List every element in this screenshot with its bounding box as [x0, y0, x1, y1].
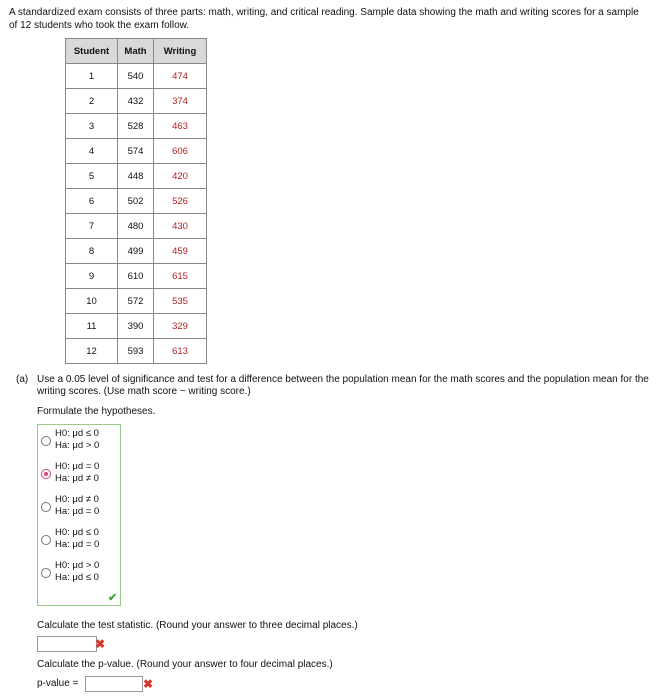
h0-line: H0: μd > 0 [55, 560, 100, 571]
hypotheses-choices [37, 424, 121, 606]
header-student: Student [66, 39, 118, 64]
table-row [66, 289, 207, 314]
h0-line: H0: μd ≤ 0 [55, 527, 99, 538]
writing-cell: 329 [154, 314, 207, 339]
table-row [66, 214, 207, 239]
radio-button-selected[interactable] [41, 469, 51, 479]
student-cell: 6 [66, 189, 118, 214]
part-a-question [16, 374, 652, 398]
writing-cell: 606 [154, 139, 207, 164]
writing-cell: 463 [154, 114, 207, 139]
choice-2[interactable] [41, 460, 117, 490]
table-row [66, 339, 207, 364]
ha-line: Ha: μd = 0 [55, 539, 100, 550]
radio-button[interactable] [41, 502, 51, 512]
radio-button[interactable] [41, 436, 51, 446]
student-cell: 2 [66, 89, 118, 114]
table-row [66, 264, 207, 289]
test-statistic-prompt: Calculate the test statistic. (Round your answer to three decimal places.) [37, 620, 358, 631]
hypothesis-text [55, 527, 99, 551]
part-a-tag: (a) [16, 374, 29, 385]
p-value-label: p-value = [37, 678, 79, 689]
writing-cell: 615 [154, 264, 207, 289]
math-cell: 480 [118, 214, 154, 239]
correct-check-icon: ✔ [108, 592, 118, 604]
hypothesis-text [55, 461, 99, 485]
writing-cell: 526 [154, 189, 207, 214]
hypothesis-text [55, 428, 99, 452]
writing-cell: 535 [154, 289, 207, 314]
student-cell: 9 [66, 264, 118, 289]
writing-cell: 613 [154, 339, 207, 364]
table-row [66, 239, 207, 264]
test-statistic-input[interactable] [37, 636, 97, 652]
student-cell: 3 [66, 114, 118, 139]
h0-line: H0: μd = 0 [55, 461, 100, 472]
formulate-prompt: Formulate the hypotheses. [37, 406, 156, 417]
writing-cell: 459 [154, 239, 207, 264]
math-cell: 432 [118, 89, 154, 114]
ha-line: Ha: μd = 0 [55, 506, 100, 517]
p-value-input[interactable] [85, 676, 143, 692]
table-row [66, 64, 207, 89]
math-cell: 610 [118, 264, 154, 289]
math-cell: 593 [118, 339, 154, 364]
math-cell: 502 [118, 189, 154, 214]
math-cell: 540 [118, 64, 154, 89]
choice-5[interactable] [41, 559, 117, 589]
student-cell: 8 [66, 239, 118, 264]
incorrect-x-icon: ✖ [95, 637, 106, 651]
student-cell: 10 [66, 289, 118, 314]
writing-cell: 430 [154, 214, 207, 239]
math-cell: 448 [118, 164, 154, 189]
p-value-prompt: Calculate the p-value. (Round your answer to four decimal places.) [37, 659, 333, 670]
problem-intro: A standardized exam consists of three parts: math, writing, and critical reading. Sample data showing the math and writing scores for a sample of 12 students who took the exam follow. [9, 7, 639, 31]
table-row [66, 114, 207, 139]
student-cell: 4 [66, 139, 118, 164]
h0-line: H0: μd ≤ 0 [55, 428, 99, 439]
choice-3[interactable] [41, 493, 117, 523]
math-cell: 499 [118, 239, 154, 264]
student-cell: 11 [66, 314, 118, 339]
writing-cell: 420 [154, 164, 207, 189]
ha-line: Ha: μd ≤ 0 [55, 572, 99, 583]
table-row [66, 189, 207, 214]
table-header-row [66, 39, 207, 64]
table-row [66, 314, 207, 339]
ha-line: Ha: μd ≠ 0 [55, 473, 99, 484]
header-math: Math [118, 39, 154, 64]
scores-table [65, 38, 207, 364]
student-cell: 1 [66, 64, 118, 89]
header-writing: Writing [154, 39, 207, 64]
choice-1[interactable] [41, 427, 117, 457]
part-a-text: Use a 0.05 level of significance and test for a difference between the population mean for the math scores and the population mean for the writing scores. (Use math score − writing score.) [37, 374, 649, 397]
math-cell: 528 [118, 114, 154, 139]
student-cell: 5 [66, 164, 118, 189]
hypothesis-text [55, 560, 99, 584]
table-row [66, 89, 207, 114]
radio-button[interactable] [41, 535, 51, 545]
h0-line: H0: μd ≠ 0 [55, 494, 99, 505]
student-cell: 12 [66, 339, 118, 364]
writing-cell: 474 [154, 64, 207, 89]
math-cell: 574 [118, 139, 154, 164]
ha-line: Ha: μd > 0 [55, 440, 100, 451]
hypothesis-text [55, 494, 99, 518]
math-cell: 390 [118, 314, 154, 339]
choice-4[interactable] [41, 526, 117, 556]
math-cell: 572 [118, 289, 154, 314]
radio-button[interactable] [41, 568, 51, 578]
incorrect-x-icon: ✖ [143, 677, 154, 691]
table-row [66, 139, 207, 164]
writing-cell: 374 [154, 89, 207, 114]
table-row [66, 164, 207, 189]
student-cell: 7 [66, 214, 118, 239]
